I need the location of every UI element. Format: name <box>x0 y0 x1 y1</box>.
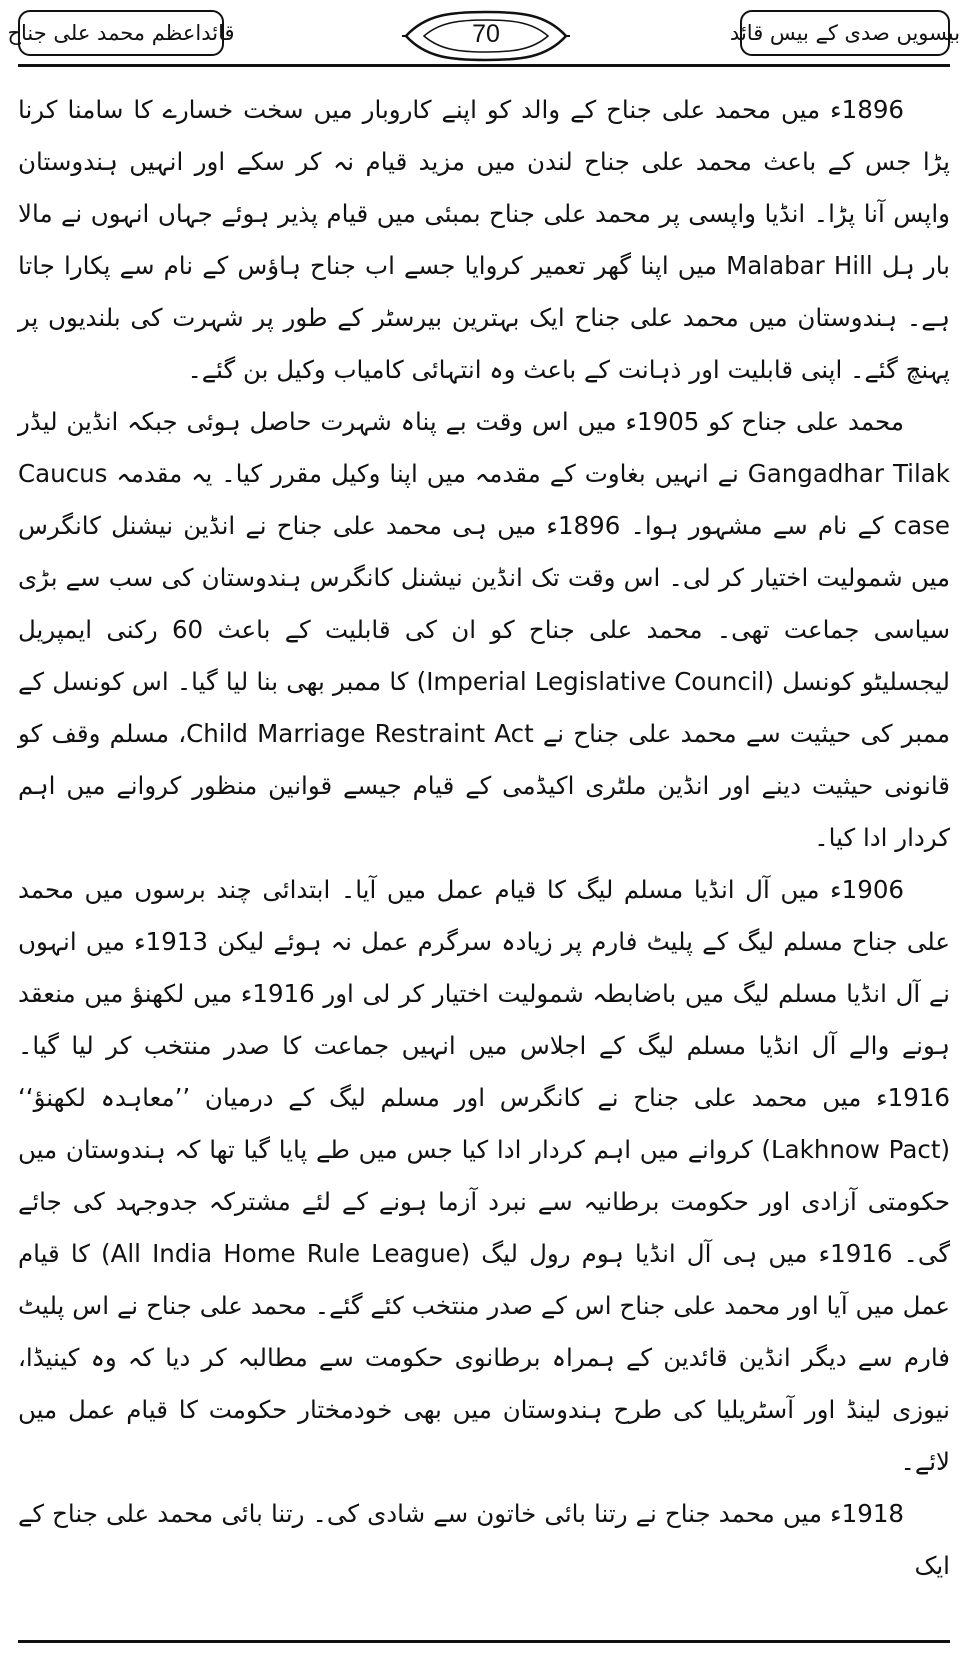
running-title-right-text: بیسویں صدی کے بیس قائد <box>729 21 961 45</box>
paragraph: 1896ء میں محمد علی جناح کے والد کو اپنے کاروبار میں سخت خسارے کا سامنا کرنا پڑا جس کے باعث محمد علی جناح لندن میں مزید قیام نہ کر سکے اور انہیں ہندوستان واپس آنا پڑا۔ انڈیا واپسی پر محمد علی جناح بمبئی میں قیام پذیر ہوئے جہاں انہوں نے مالا بار ہل Malabar Hill میں اپنا گھر تعمیر کروایا جسے اب جناح ہاؤس کے نام سے پکارا جاتا ہے۔ ہندوستان میں محمد علی جناح ایک بہترین بیرسٹر کے طور پر شہرت کی بلندیوں پر پہنچ گئے۔ اپنی قابلیت اور ذہانت کے باعث وہ انتہائی کامیاب وکیل بن گئے۔ <box>18 95 950 384</box>
page-header <box>7 8 961 68</box>
running-title-right <box>729 10 961 56</box>
page-number-badge <box>402 8 570 64</box>
paragraph: 1906ء میں آل انڈیا مسلم لیگ کا قیام عمل میں آیا۔ ابتدائی چند برسوں میں محمد علی جناح مسلم لیگ کے پلیٹ فارم پر زیادہ سرگرم عمل نہ ہوئے لیکن 1913ء میں انہوں نے آل انڈیا مسلم لیگ میں باضابطہ شمولیت اختیار کر لی اور 1916ء میں لکھنؤ میں منعقد ہونے والے آل انڈیا مسلم لیگ کے اجلاس میں انہیں جماعت کا صدر منتخب کر لیا گیا۔ 1916ء میں محمد علی جناح نے کانگرس اور مسلم لیگ کے درمیان ’’معاہدہ لکھنؤ‘‘ (Lakhnow Pact) کروانے میں اہم کردار ادا کیا جس میں طے پایا گیا تھا کہ ہندوستان میں حکومتی آزادی اور حکومت برطانیہ سے نبرد آزما ہونے کے لئے مشترکہ جدوجہد کی جائے گی۔ 1916ء میں ہی آل انڈیا ہوم رول لیگ (All India Home Rule League) کا قیام عمل میں آیا اور محمد علی جناح اس کے صدر منتخب کئے گئے۔ محمد علی جناح نے اس پلیٹ فارم سے دیگر انڈین قائدین کے ہمراہ برطانوی حکومت سے مطالبہ کر دیا کہ وہ کینیڈا، نیوزی لینڈ اور آسٹریلیا کی طرح ہندوستان میں بھی خودمختار حکومت کا قیام عمل میں لائے۔ <box>18 875 950 1476</box>
paragraph: 1918ء میں محمد جناح نے رتنا بائی خاتون سے شادی کی۔ رتنا بائی محمد علی جناح کے ایک <box>18 1499 950 1580</box>
footer-rule <box>18 1640 950 1643</box>
paragraph: محمد علی جناح کو 1905ء میں اس وقت بے پناہ شہرت حاصل ہوئی جبکہ انڈین لیڈر Gangadhar Tilak نے انہیں بغاوت کے مقدمہ میں اپنا وکیل مقرر کیا۔ یہ مقدمہ Caucus case کے نام سے مشہور ہوا۔ 1896ء میں ہی محمد علی جناح نے انڈین نیشنل کانگرس میں شمولیت اختیار کر لی۔ اس وقت تک انڈین نیشنل کانگرس ہندوستان کی سب سے بڑی سیاسی جماعت تھی۔ محمد علی جناح کو ان کی قابلیت کے باعث 60 رکنی ایمپریل لیجسلیٹو کونسل (Imperial Legislative Council) کا ممبر بھی بنا لیا گیا۔ اس کونسل کے ممبر کی حیثیت سے محمد علی جناح نے Child Marriage Restraint Act، مسلم وقف کو قانونی حیثیت دینے اور انڈین ملٹری اکیڈمی کے قیام جیسے قوانین منظور کروانے میں اہم کردار ادا کیا۔ <box>18 407 950 852</box>
running-title-left-text: قائداعظم محمد علی جناح <box>7 21 235 45</box>
page-number: 70 <box>472 20 500 48</box>
running-title-left <box>7 10 235 56</box>
header-rule <box>18 64 950 67</box>
page-body <box>18 84 950 1592</box>
